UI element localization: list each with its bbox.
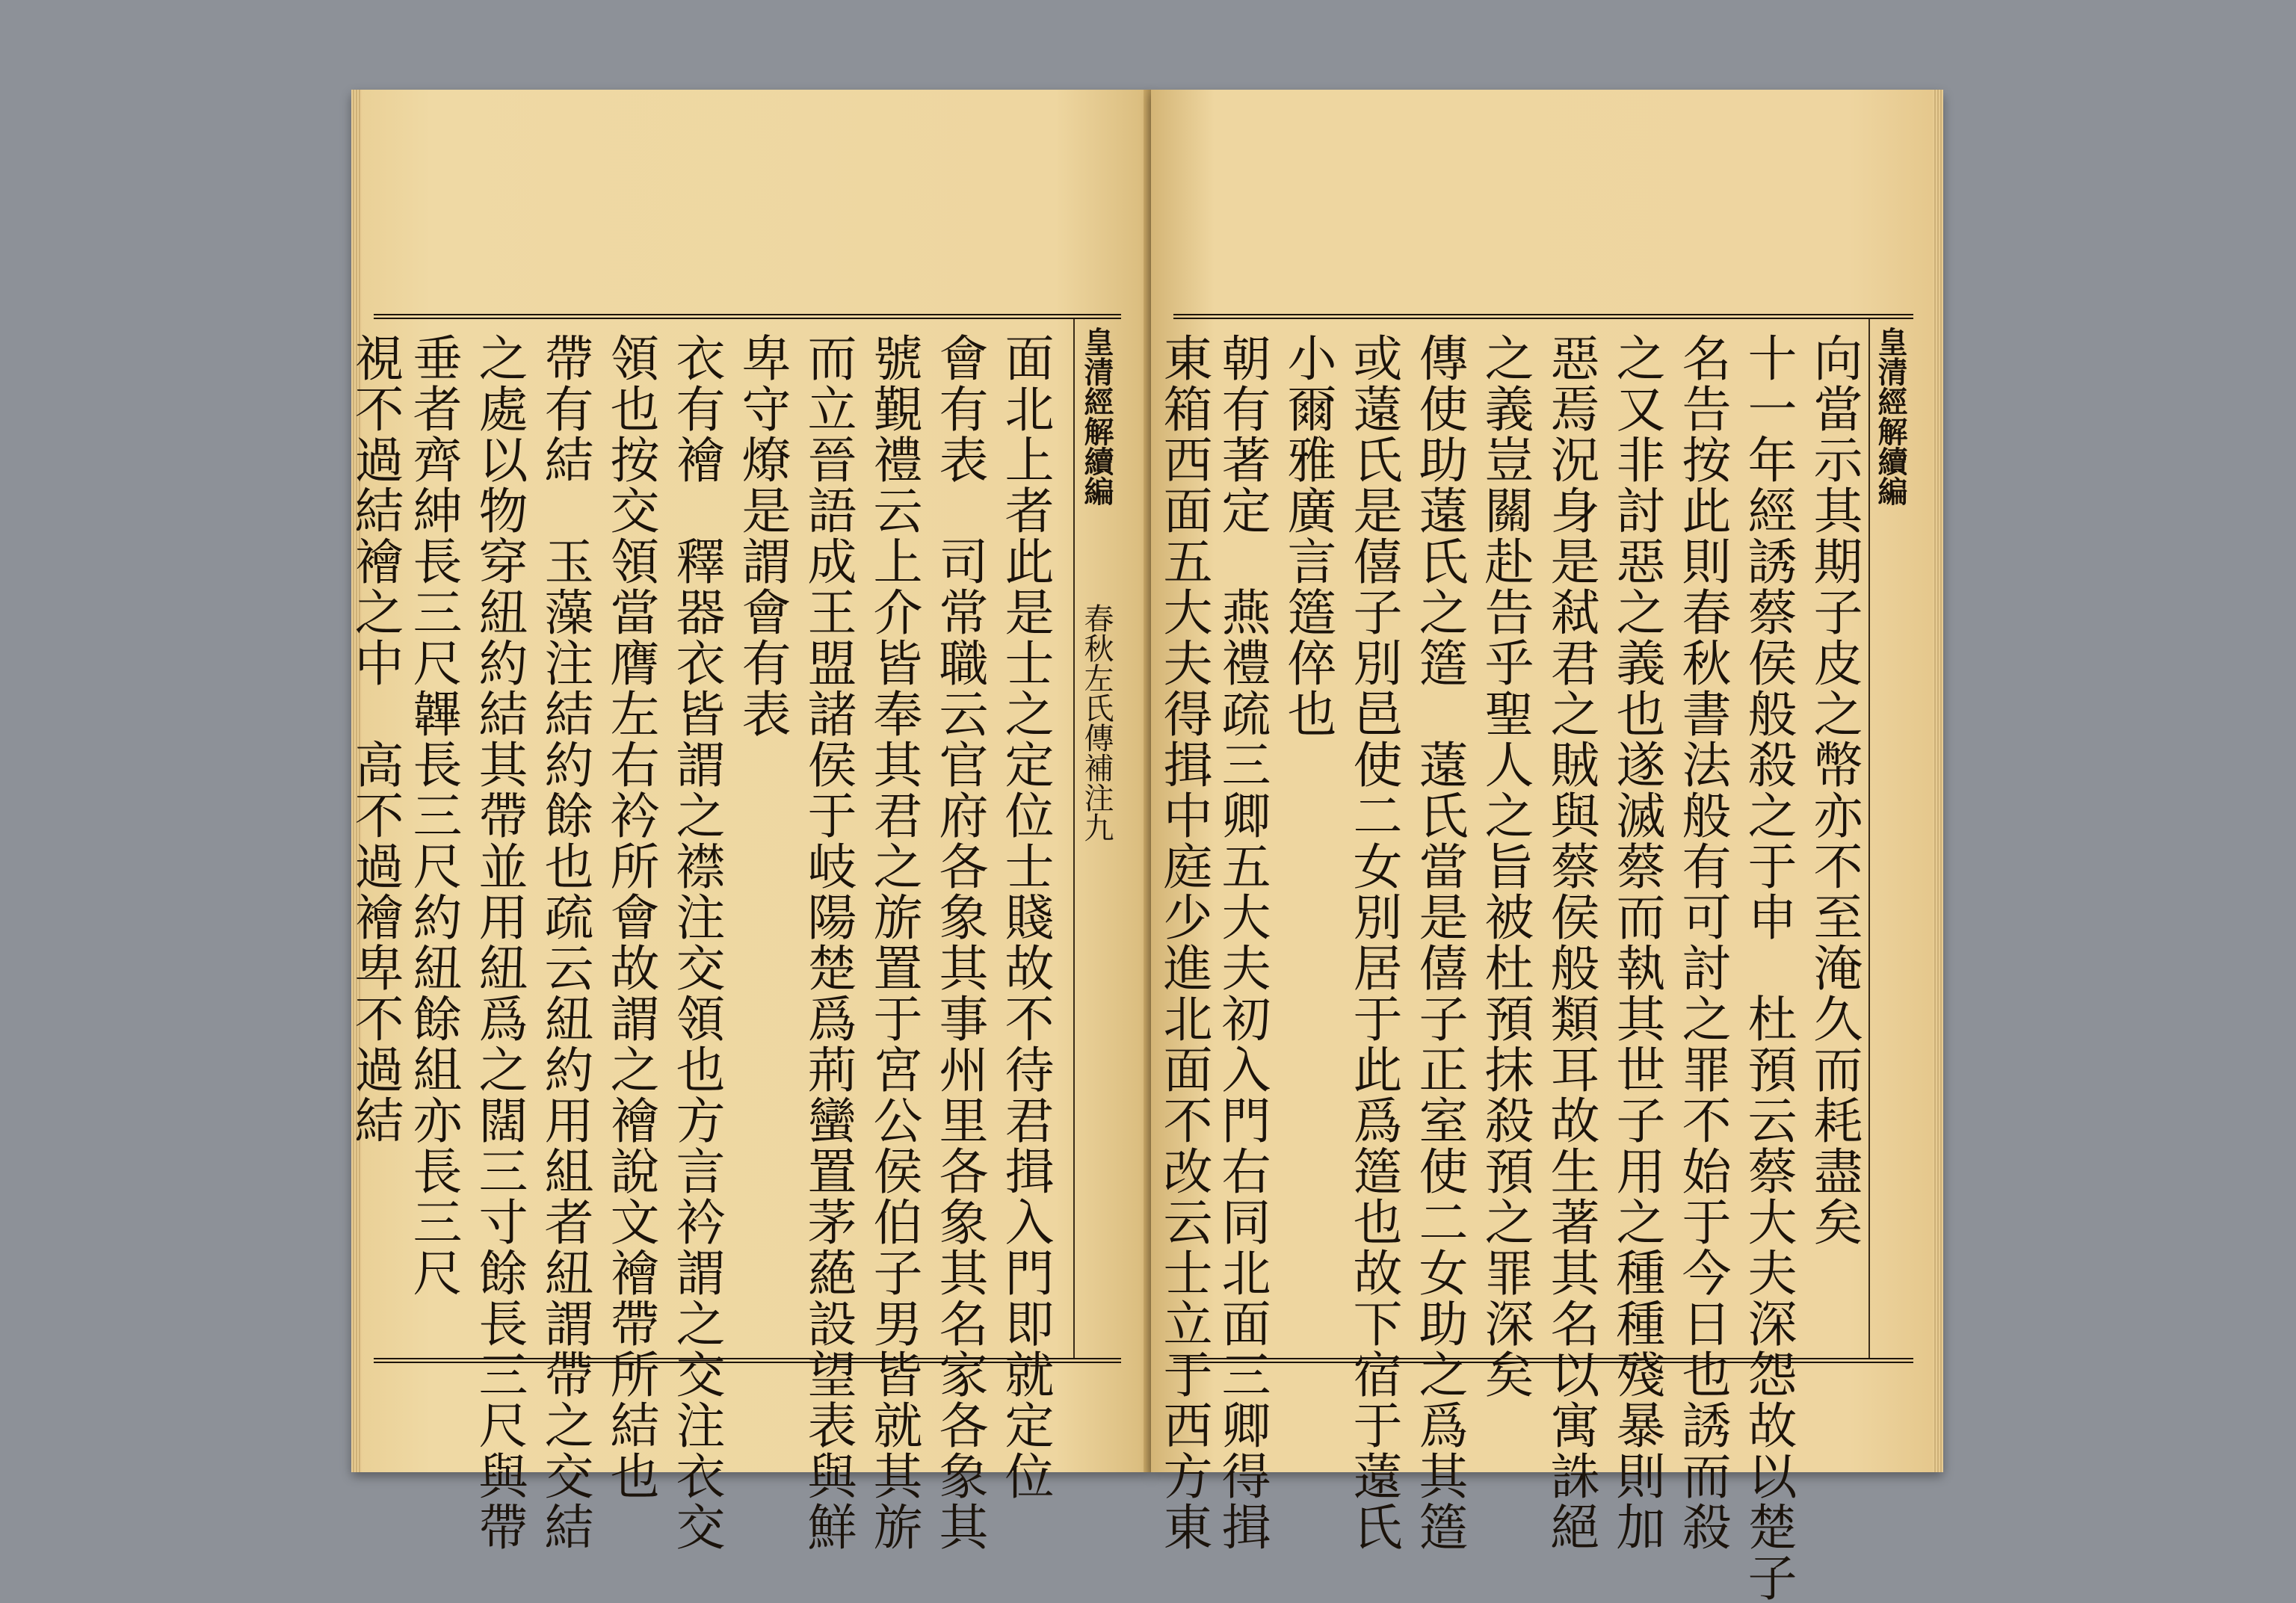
- right-page: [1151, 90, 1943, 1603]
- right-margin-title: 皇清經解續編: [1873, 327, 1908, 506]
- left-column-11: 視不過結襘之中 高不過襘卑不過結: [346, 333, 404, 1146]
- left-text-frame: [346, 314, 1121, 1552]
- left-column-2: 會有表 司常職云官府各象其事州里各象其名家各象其: [931, 333, 988, 1552]
- left-column-8: 帶有結 玉藻注結約餘也疏云紐約用組者紐謂帶之交結: [536, 333, 593, 1552]
- right-page-edge: [1933, 90, 1943, 1472]
- left-column-4: 而立晉語成王盟諸侯于岐陽楚爲荊蠻置茅蕝設望表與鮮: [799, 333, 857, 1552]
- left-column-10: 垂者齊紳長三尺韠長三尺約紐餘組亦長三尺: [404, 333, 462, 1298]
- right-margin-divider: [1868, 319, 1870, 1358]
- left-margin-divider: [1073, 319, 1075, 1358]
- right-column-6: 之義豈關赴告乎聖人之旨被杜預抹殺預之罪深矣: [1476, 333, 1534, 1400]
- right-column-1: 向當示其期子皮之幣亦不至淹久而耗盡矣: [1805, 333, 1863, 1247]
- left-page: [346, 90, 1151, 1552]
- right-column-10: 朝有著定 燕禮疏三卿五大夫初入門右同北面三卿得揖: [1213, 333, 1271, 1552]
- left-column-1: 面北上者此是士之定位士賤故不待君揖入門即就定位: [996, 333, 1054, 1501]
- right-column-7: 傳使助薳氏之簉 薳氏當是僖子正室使二女助之爲其簉: [1410, 333, 1468, 1552]
- left-column-9: 之處以物穿紐約結其帶並用紐爲之闊三寸餘長三尺與帶: [470, 333, 528, 1552]
- right-column-5: 惡焉況身是弒君之賊與蔡侯般類耳故生著其名以寓誅絕: [1542, 333, 1599, 1552]
- right-text-frame: [1155, 314, 1913, 1603]
- right-column-9: 小爾雅廣言簉倅也: [1279, 333, 1336, 739]
- left-column-3: 號覲禮云上介皆奉其君之旂置于宮公侯伯子男皆就其旂: [865, 333, 922, 1552]
- left-margin-title: 皇清經解續編: [1079, 327, 1114, 506]
- right-column-3: 名告按此則春秋書法般有可討之罪不始于今日也誘而殺: [1673, 333, 1731, 1552]
- left-column-5: 卑守燎是謂會有表: [733, 333, 791, 739]
- left-column-6: 衣有襘 釋器衣皆謂之襟注交領也方言衿謂之交注衣交: [667, 333, 725, 1552]
- left-margin-subtitle: 春秋左氏傳補注九: [1079, 603, 1114, 842]
- open-book: [346, 90, 1943, 1603]
- right-column-2: 十一年經誘蔡侯般殺之于申 杜預云蔡大夫深怨故以楚子: [1739, 333, 1797, 1603]
- right-column-4: 之又非討惡之義也遂滅蔡而執其世子用之種種殘暴則加: [1608, 333, 1665, 1552]
- left-column-7: 領也按交領當膺左右衿所會故謂之襘說文襘帶所結也: [602, 333, 659, 1501]
- right-column-8: 或薳氏是僖子別邑使二女別居于此爲簉也故下宿于薳氏: [1345, 333, 1402, 1552]
- right-column-11: 東箱西面五大夫得揖中庭少進北面不改云士立于西方東: [1155, 333, 1212, 1552]
